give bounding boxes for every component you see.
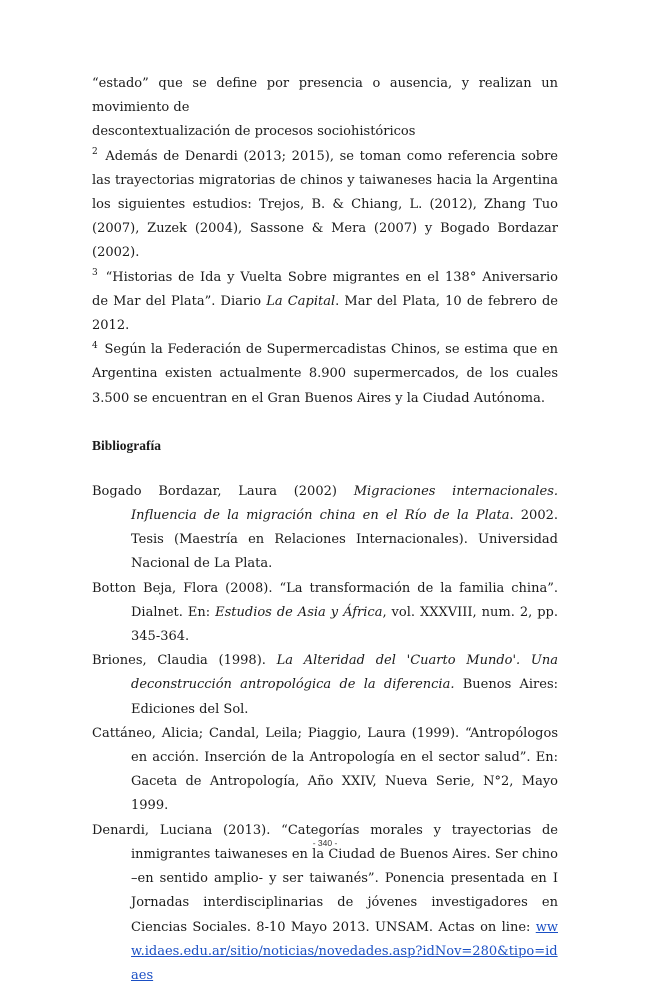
entry-author: Bogado Bordazar, Laura (2002) (92, 483, 354, 499)
footnote-4 (92, 338, 558, 411)
footnote-text: Además de Denardi (2013; 2015), se toman como referencia sobre las trayectorias migratorias de chinos y taiwaneses hacia la Argentina los siguientes estudios: Trejos, B. & Chiang, L. (2012), Zhang Tuo (2007), Zuzek (2004), Sassone & Mera (2007) y Bogado Bordazar (2002). (92, 148, 558, 261)
bibliography-list (92, 480, 558, 988)
footnote-3 (92, 266, 558, 339)
entry-title: La Alteridad del 'Cuarto Mundo'. Una deconstrucción antropológica de la diferencia. (131, 653, 558, 693)
reference-link[interactable]: www.idaes.edu.ar/sitio/noticias/novedades.asp?idNov=280&tipo=idaes (131, 919, 558, 983)
footnote-text: Según la Federación de Supermercadistas Chinos, se estima que en Argentina existen actualmente 8.900 supermercados, de los cuales 3.500 se encuentran en el Gran Buenos Aires y la Ciudad Autónoma. (92, 342, 559, 406)
footnote-number: 4 (92, 340, 98, 351)
footnote-2 (92, 145, 558, 266)
footnote-number: 3 (92, 268, 98, 279)
entry-author: Botton Beja, Flora (2008). “La transformación de la familia china”. Dialnet. En: (92, 580, 558, 620)
bibliography-heading: Bibliografía (92, 437, 162, 453)
footnote-text: “Historias de Ida y Vuelta Sobre migrantes en el 138° Aniversario de Mar del Plata”. Diario (92, 269, 558, 309)
entry-rest: , vol. XXXVIII, num. 2, pp. 345-364. (131, 604, 558, 645)
entry-title: Migraciones internacionales. Influencia de la migración china en el Río de la Plata (131, 483, 559, 524)
entry-author: Denardi, Luciana (2013). “Categorías morales y trayectorias de inmigrantes taiwaneses en la Ciudad de Buenos Aires. Ser chino –en sentido amplio- y ser taiwanés”. Ponencia presentada en I Jornadas interdisciplinarias de jóvenes investigadores en Ciencias Sociales. 8-10 Mayo 2013. UNSAM. Actas on line: (92, 822, 558, 935)
entry-rest: . 2002. Tesis (Maestría en Relaciones Internacionales). Universidad Nacional de La Plata. (131, 508, 559, 572)
entry-title: Estudios de Asia y África (215, 604, 383, 620)
footnote-text-end: . Mar del Plata, 10 de febrero de 2012. (92, 293, 558, 334)
footnote-italic: La Capital (266, 293, 336, 309)
bibliography-entry (92, 649, 558, 722)
document-page (92, 72, 558, 988)
entry-author: Briones, Claudia (1998). (92, 653, 277, 669)
page-number: - 340 - (312, 838, 338, 848)
bibliography-entry (92, 722, 558, 819)
intro-line-1: “estado” que se define por presencia o ausencia, y realizan un movimiento de (92, 76, 558, 116)
entry-rest: Buenos Aires: Ediciones del Sol. (131, 677, 558, 717)
entry-author: Cattáneo, Alicia; Candal, Leila; Piaggio, Laura (1999). “Antropólogos en acción. Inserción de la Antropología en el sector salud”. En: Gaceta de Antropología, Año XXIV, Nueva Serie, N°2, Mayo 1999. (92, 725, 558, 814)
intro-paragraph (92, 72, 558, 145)
bibliography-entry (92, 480, 558, 577)
footnote-number: 2 (92, 147, 98, 158)
bibliography-entry (92, 577, 558, 650)
intro-line-2: descontextualización de procesos sociohistóricos (92, 124, 416, 140)
